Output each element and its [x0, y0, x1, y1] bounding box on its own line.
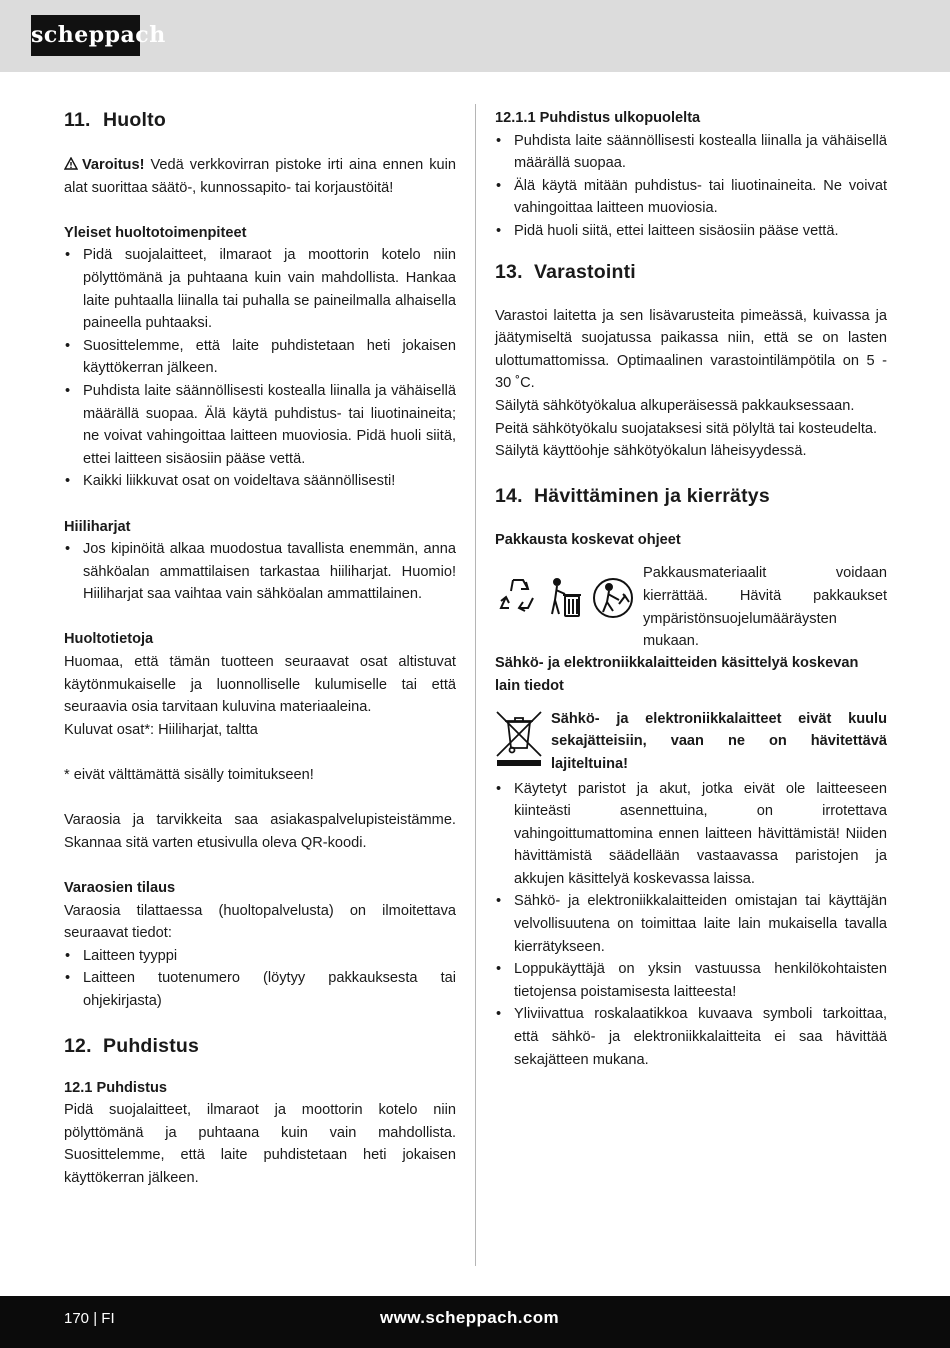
- list-item: • Pidä suojalaitteet, ilmaraot ja moottorin kotelo niin pölyttömänä ja puhtaana kuin vain mahdollista. Hankaa laite puhtaalla liinalla tai puhalla se paineilmalla alhaisella paineella puhtaaksi.: [64, 244, 456, 334]
- column-divider: [475, 104, 476, 1266]
- carbon-brushes-list: [64, 538, 456, 606]
- spares-text: Varaosia ja tarvikkeita saa asiakaspalvelupisteistämme. Skannaa sitä varten etusivulla oleva QR-koodi.: [64, 812, 456, 851]
- list-item: • Loppukäyttäjä on yksin vastuussa henkilökohtaisten tietojensa poistamisesta laitteesta!: [495, 958, 887, 1003]
- weee-block: [495, 708, 887, 778]
- list-item: • Yliviivattua roskalaatikkoa kuvaava symboli tarkoittaa, että sähkö- ja elektroniikkalaitteita ei saa hävittää sekajätteen mukana.: [495, 1003, 887, 1071]
- packaging-text: Pakkausmateriaalit voidaan kierrättää. Hävitä pakkaukset ympäristönsuojelumääräysten mukaan.: [643, 565, 887, 650]
- list-item: • Sähkö- ja elektroniikkalaitteiden omistajan tai käyttäjän velvollisuutena on toimittaa laite lain mukaisella tavalla kierrätykseen.: [495, 890, 887, 958]
- waste-bin-person-icon: [552, 579, 581, 616]
- weee-heading: Sähkö- ja elektroniikkalaitteiden käsittelyä koskevan lain tiedot: [495, 655, 859, 694]
- exterior-cleaning-heading: 12.1.1 Puhdistus ulkopuolelta: [495, 110, 701, 126]
- list-item: • Laitteen tyyppi: [64, 945, 456, 968]
- spare-order-text: Varaosia tilattaessa (huoltopalvelusta) on ilmoitettava seuraavat tiedot:: [64, 902, 456, 942]
- cleaning-text: Pidä suojalaitteet, ilmaraot ja moottorin kotelo niin pölyttömänä ja puhtaana kuin vain mahdollista. Suosittelemme, että laite puhdistetaan heti jokaisen käyttökerran jälkeen.: [64, 1102, 456, 1186]
- list-item: • Puhdista laite säännöllisesti kostealla liinalla ja vähäisellä määrällä suopaa.: [495, 130, 887, 175]
- spare-order-heading: Varaosien tilaus: [64, 880, 176, 896]
- page-header: [0, 0, 950, 72]
- packaging-icons: [495, 574, 637, 622]
- section-11-heading: 11. Huolto: [64, 109, 166, 131]
- recycling-person-icon: [594, 579, 632, 617]
- service-info-heading: Huoltotietoja: [64, 631, 154, 648]
- weee-list: [495, 778, 887, 1072]
- storage-text-2: Säilytä sähkötyökalua alkuperäisessä pakkauksessaan.: [495, 397, 855, 414]
- list-item: • Käytetyt paristot ja akut, jotka eivät ole laitteeseen kiinteästi asennettuina, on irrotettava vahingoittumattomina ennen laitteen hävittämistä! Niiden hävittämistä säädellään vastaavassa paristojen ja akkujen käsittelyä koskevassa laissa.: [495, 778, 887, 891]
- crossed-out-wheelie-bin-icon: [495, 710, 543, 766]
- scheppach-logo: scheppach: [31, 15, 140, 56]
- left-column: [64, 107, 456, 1190]
- footnote-text: * eivät välttämättä sisälly toimitukseen!: [64, 767, 314, 784]
- warning-triangle-icon: [64, 157, 78, 170]
- service-info-text: Huomaa, että tämän tuotteen seuraavat osat altistuvat käytönmukaiselle ja luonnolliselle kulumiselle tai että seuraavia osia tarvitaan kuluvina materiaaleina.: [64, 654, 456, 716]
- packaging-heading: Pakkausta koskevat ohjeet: [495, 531, 681, 548]
- packaging-block: [495, 562, 887, 650]
- storage-text-4: Säilytä käyttöohje sähkötyökalun läheisyydessä.: [495, 443, 807, 460]
- list-item: • Laitteen tuotenumero (löytyy pakkauksesta tai ohjekirjasta): [64, 967, 456, 1012]
- page-footer: [0, 1296, 950, 1348]
- weee-warning-text: Sähkö- ja elektroniikkalaitteet eivät kuulu sekajätteisiin, vaan ne on hävitettävä lajiteltuina!: [551, 710, 887, 772]
- recycle-icon: [501, 580, 533, 611]
- list-item: • Suosittelemme, että laite puhdistetaan heti jokaisen käyttökerran jälkeen.: [64, 335, 456, 380]
- right-column: [495, 107, 887, 1071]
- list-item: • Puhdista laite säännöllisesti kostealla liinalla ja vähäisellä määrällä suopaa. Älä käytä puhdistus- tai liuotinaineita; ne voivat vahingoittaa laitteen muoviosia. Pidä huoli siitä, ettei laitteen sisäosiin pääse vettä.: [64, 380, 456, 470]
- spare-order-list: [64, 945, 456, 1013]
- website-link[interactable]: www.scheppach.com: [380, 1308, 560, 1327]
- exterior-cleaning-list: [495, 130, 887, 243]
- list-item: • Pidä huoli siitä, ettei laitteen sisäosiin pääse vettä.: [495, 220, 887, 243]
- section-12-heading: 12. Puhdistus: [64, 1034, 200, 1057]
- general-maintenance-list: [64, 244, 456, 493]
- list-item: • Kaikki liikkuvat osat on voideltava säännöllisesti!: [64, 470, 456, 493]
- wear-parts-text: Kuluvat osat*: Hiiliharjat, taltta: [64, 721, 258, 738]
- section-13-heading: 13. Varastointi: [495, 260, 636, 283]
- list-item: • Jos kipinöitä alkaa muodostua tavallista enemmän, anna sähköalan ammattilaisen tarkastaa hiiliharjat. Huomio! Hiiliharjat saa vaihtaa vain sähköalan ammattilainen.: [64, 538, 456, 606]
- section-14-heading: 14. Hävittäminen ja kierrätys: [495, 484, 770, 507]
- storage-text-3: Peitä sähkötyökalu suojataksesi sitä pölyltä tai kosteudelta.: [495, 420, 878, 437]
- warning-paragraph: Varoitus! Vedä verkkovirran pistoke irti aina ennen kuin alat suorittaa säätö-, kunnossapito- tai korjaustöitä!: [64, 157, 456, 196]
- carbon-brushes-heading: Hiiliharjat: [64, 518, 131, 535]
- cleaning-subheading: 12.1 Puhdistus: [64, 1079, 167, 1096]
- general-maintenance-heading: Yleiset huoltotoimenpiteet: [64, 224, 247, 241]
- page-number: 170 | FI: [64, 1310, 115, 1327]
- list-item: • Älä käytä mitään puhdistus- tai liuotinaineita. Ne voivat vahingoittaa laitteen muoviosia.: [495, 175, 887, 220]
- storage-text-1: Varastoi laitetta ja sen lisävarusteita pimeässä, kuivassa ja jäätymiseltä suojatussa paikassa niin, että se on lasten ulottumattomissa. Optimaalinen varastointilämpötila on 5 - 30 ˚C.: [495, 307, 887, 392]
